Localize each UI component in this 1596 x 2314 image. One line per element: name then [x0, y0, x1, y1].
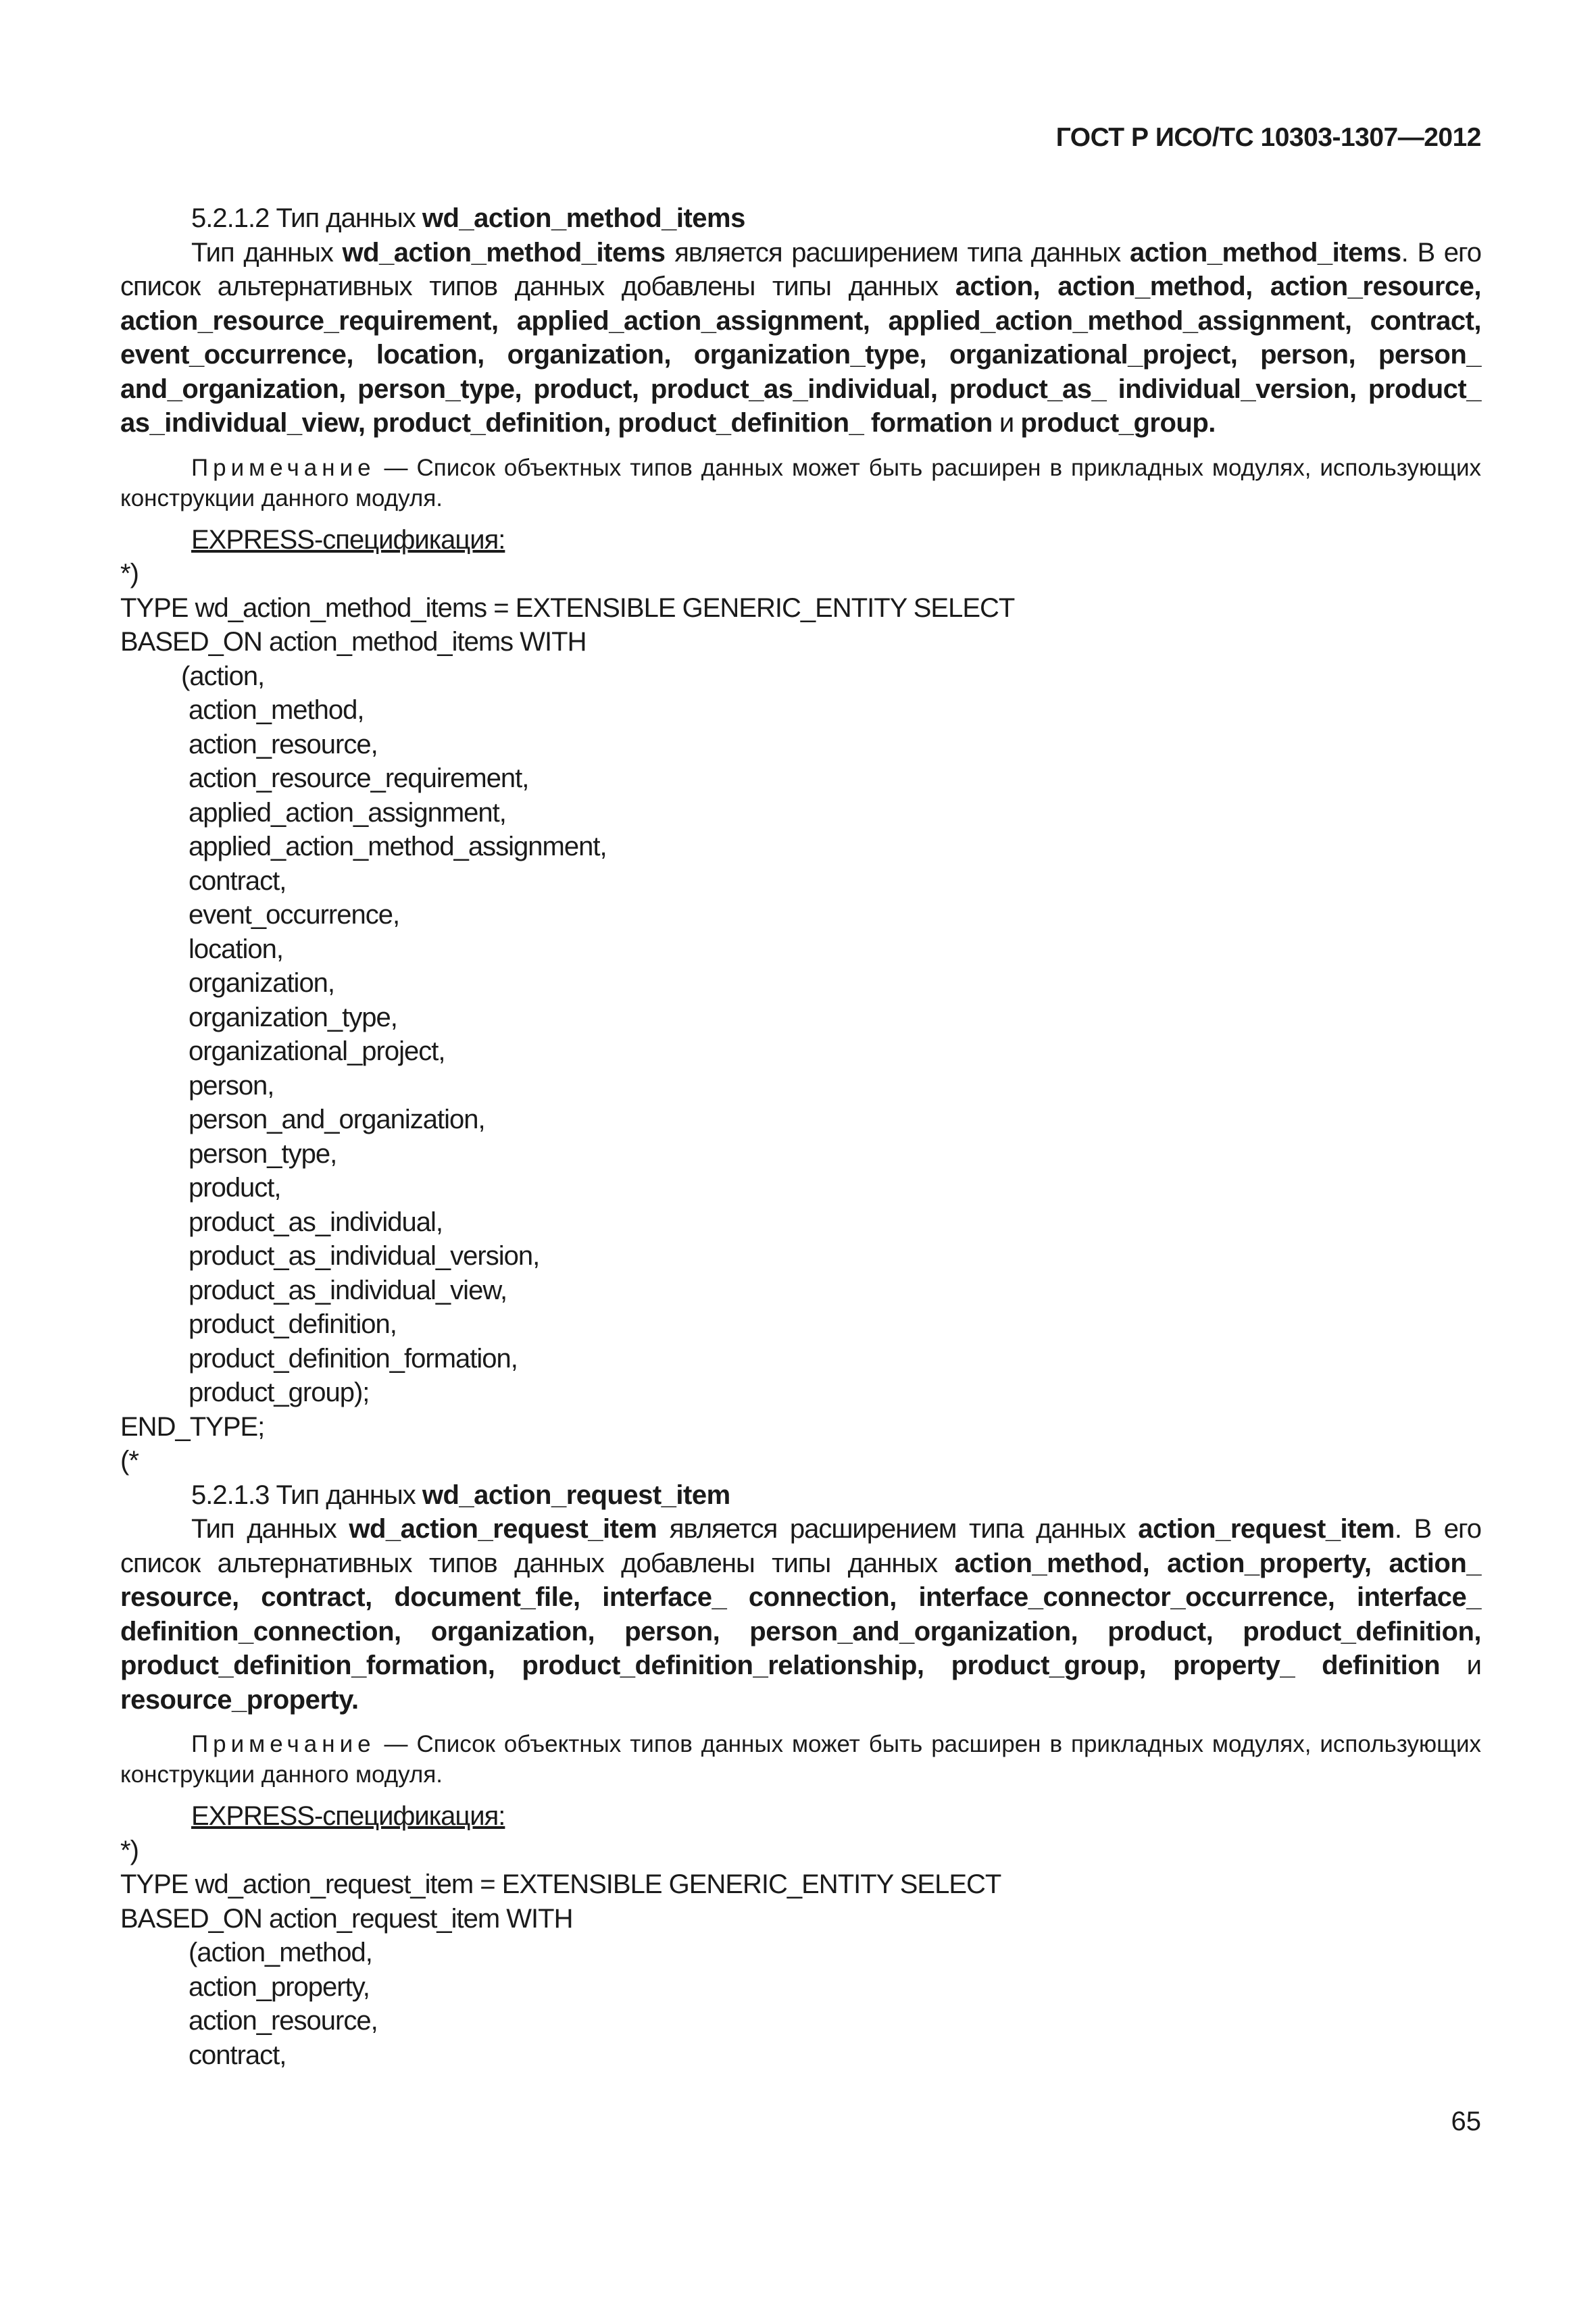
paragraph-type-last: resource_property.	[120, 1684, 359, 1715]
code-item: organization_type,	[189, 1002, 397, 1032]
express-spec-text: EXPRESS-спецификация:	[191, 524, 505, 555]
paragraph-type-name: wd_action_method_items	[342, 237, 666, 268]
code-line: END_TYPE;	[120, 1411, 265, 1442]
code-item: person,	[189, 1070, 274, 1101]
code-item: product_definition_formation,	[189, 1343, 518, 1374]
paragraph-type-last: product_group.	[1020, 408, 1216, 438]
code-item: product_group);	[189, 1378, 370, 1407]
code-line: (*	[120, 1446, 139, 1476]
paragraph-text: является расширением типа данных	[665, 237, 1130, 268]
paragraph-type-name: wd_action_request_item	[349, 1514, 657, 1544]
code-item: location,	[189, 934, 283, 964]
paragraph-base-type: action_method_items	[1129, 237, 1401, 268]
paragraph-type-list: action_method, action_property, action_ resource, contract, document_file, interface_ connection, interface_connector_occurrence, interface_ definition_connection, organization, person, person_and_organization, product, product_definition, product_definition_formation, product_definition_relationship, product_group, property_ definition	[120, 1548, 1482, 1680]
code-item: (action,	[181, 661, 265, 691]
paragraph-text: Тип данных	[191, 1514, 349, 1544]
code-line: TYPE wd_action_request_item = EXTENSIBLE GENERIC_ENTITY SELECT	[120, 1869, 1001, 1899]
section-heading-5-2-1-3	[120, 1478, 1481, 1513]
code-item: organization,	[189, 968, 335, 998]
code-item: product_definition,	[189, 1309, 397, 1339]
code-item: action_resource_requirement,	[189, 763, 529, 793]
code-item: product,	[189, 1173, 281, 1203]
standard-header: ГОСТ Р ИСО/ТС 10303-1307—2012	[1055, 123, 1481, 152]
code-item: contract,	[189, 2040, 286, 2070]
code-item: action_method,	[189, 695, 364, 725]
code-line: BASED_ON action_method_items WITH	[120, 627, 587, 657]
code-item: event_occurrence,	[189, 900, 400, 930]
note	[120, 453, 1481, 513]
note-label: Примечание	[191, 1731, 376, 1757]
heading-type-name: wd_action_request_item	[422, 1480, 730, 1510]
heading-prefix: 5.2.1.3 Тип данных	[191, 1480, 422, 1510]
page-content	[120, 201, 1481, 2072]
paragraph-text: . В его список альтернативных типов данных добавлены типы данных	[120, 1514, 1481, 1578]
code-item: organizational_project,	[189, 1036, 445, 1066]
express-spec-label	[191, 1799, 1481, 1834]
paragraph-text: и	[992, 408, 1021, 438]
code-item: action_property,	[189, 1971, 370, 2002]
paragraph-text: . В его список альтернативных типов данных добавлены типы данных	[120, 237, 1481, 301]
code-item: action_resource,	[189, 729, 378, 759]
note-label: Примечание	[191, 454, 376, 481]
code-item: product_as_individual_version,	[189, 1241, 540, 1271]
code-line: *)	[120, 559, 139, 588]
note-text: — Список объектных типов данных может быть расширен в прикладных модулях, использующих конструкции данного модуля.	[120, 454, 1481, 511]
paragraph-base-type: action_request_item	[1138, 1514, 1395, 1544]
code-item: product_as_individual,	[189, 1207, 443, 1237]
section-paragraph	[120, 1512, 1481, 1717]
section-heading-5-2-1-2	[120, 201, 1481, 236]
paragraph-text: является расширением типа данных	[657, 1514, 1139, 1544]
heading-type-name: wd_action_method_items	[422, 203, 745, 233]
heading-prefix: 5.2.1.2 Тип данных	[191, 203, 422, 233]
code-item: contract,	[189, 865, 286, 896]
code-item: person_and_organization,	[189, 1105, 485, 1134]
code-item: action_resource,	[189, 2006, 378, 2036]
code-line: BASED_ON action_request_item WITH	[120, 1903, 573, 1934]
code-line: *)	[120, 1835, 139, 1865]
paragraph-text: и	[1440, 1651, 1481, 1680]
express-spec-label	[191, 523, 1481, 557]
note	[120, 1729, 1481, 1790]
code-item: person_type,	[189, 1138, 337, 1169]
code-item: product_as_individual_view,	[189, 1275, 507, 1305]
code-item: (action_method,	[189, 1938, 372, 1967]
code-item: applied_action_method_assignment,	[189, 832, 607, 861]
note-text: — Список объектных типов данных может быть расширен в прикладных модулях, использующих конструкции данного модуля.	[120, 1731, 1481, 1788]
paragraph-text: Тип данных	[191, 237, 343, 268]
express-spec-text: EXPRESS-спецификация:	[191, 1801, 505, 1831]
page-number: 65	[1451, 2107, 1481, 2136]
code-item: applied_action_assignment,	[189, 797, 506, 828]
paragraph-type-list: action, action_method, action_resource, action_resource_requirement, applied_action_assignment, applied_action_method_assignment, contract, event_occurrence, location, organization, organization_type, organizational_project, person, person_ and_organization, person_type, product, product_as_individual, product_as_ individual_version, product_ as_individual_view, product_definition, product_definition_ formation	[120, 272, 1482, 438]
section-paragraph	[120, 236, 1481, 441]
code-line: TYPE wd_action_method_items = EXTENSIBLE GENERIC_ENTITY SELECT	[120, 593, 1015, 623]
